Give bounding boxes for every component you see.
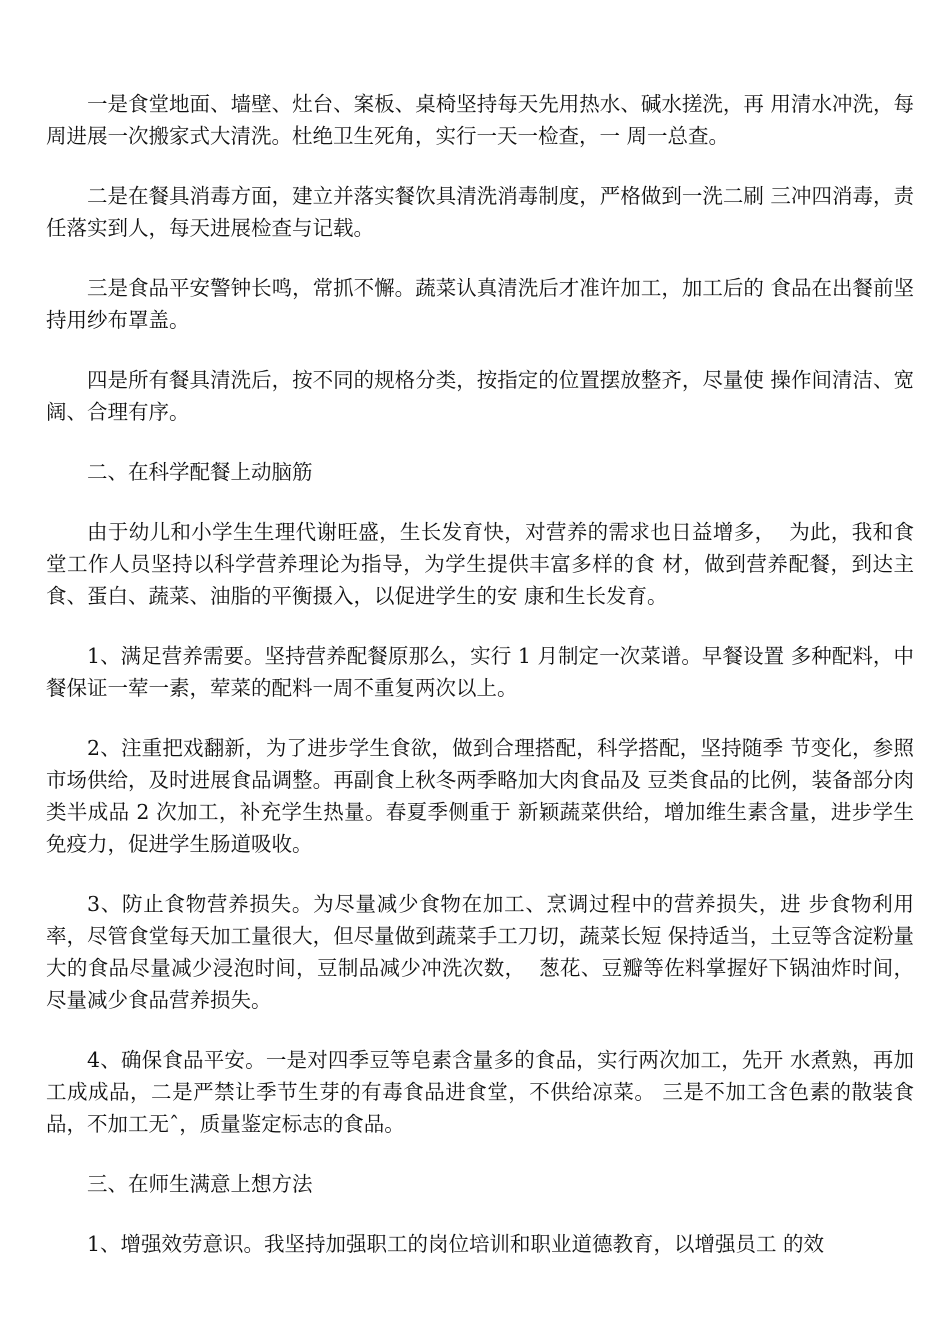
paragraph-tableware-storage: 四是所有餐具清洗后，按不同的规格分类，按指定的位置摆放整齐，尽量使 操作间清洁、宽阔、合理有序。 bbox=[46, 368, 914, 424]
paragraph-tableware-disinfection: 二是在餐具消毒方面，建立并落实餐饮具清洗消毒制度，严格做到一洗二刷 三冲四消毒，责任落实到人，每天进展检查与记载。 bbox=[46, 184, 914, 240]
paragraph-food-safety: 三是食品平安警钟长鸣，常抓不懈。蔬菜认真清洗后才准许加工，加工后的 食品在出餐前坚持用纱布罩盖。 bbox=[46, 276, 914, 332]
paragraph-nutrition-intro: 由于幼儿和小学生生理代谢旺盛，生长发育快，对营养的需求也日益增多， 为此，我和食堂工作人员坚持以科学营养理论为指导，为学生提供丰富多样的食 材，做到营养配餐，到达主食、蛋白、蔬菜、油脂的平衡摄入，以促进学生的安 康和生长发育。 bbox=[46, 520, 914, 608]
paragraph-menu-variety: 2、注重把戏翻新，为了进步学生食欲，做到合理搭配，科学搭配，坚持随季 节变化，参照市场供给，及时进展食品调整。再副食上秋冬两季略加大肉食品及 豆类食品的比例，装备部分肉类半成品 2 次加工，补充学生热量。春夏季侧重于 新颖蔬菜供给，增加维生素含量，进步学生免疫力，促进学生肠道吸收。 bbox=[46, 736, 914, 856]
paragraph-service-awareness: 1、增强效劳意识。我坚持加强职工的岗位培训和职业道德教育，以增强员工 的效 bbox=[87, 1232, 825, 1256]
paragraph-canteen-cleaning: 一是食堂地面、墙壁、灶台、案板、桌椅坚持每天先用热水、碱水搓洗，再 用清水冲洗，每周进展一次搬家式大清洗。杜绝卫生死角，实行一天一检查，一 周一总查。 bbox=[46, 92, 914, 148]
paragraph-nutrient-loss: 3、防止食物营养损失。为尽量减少食物在加工、烹调过程中的营养损失，进 步食物利用率，尽管食堂每天加工量很大，但尽量做到蔬菜手工刀切，蔬菜长短 保持适当，土豆等含淀粉量大的食品尽量减少浸泡时间，豆制品减少冲洗次数， 葱花、豆瓣等佐料掌握好下锅油炸时间，尽量减少食品营养损失。 bbox=[46, 892, 914, 1012]
paragraph-food-safety-measures: 4、确保食品平安。一是对四季豆等皂素含量多的食品，实行两次加工，先开 水煮熟，再加工成成品，二是严禁让季节生芽的有毒食品进食堂，不供给凉菜。 三是不加工含色素的散装食品，不加工无ˆ，质量鉴定标志的食品。 bbox=[46, 1048, 914, 1136]
document-page bbox=[46, 88, 914, 1288]
section-heading-scientific-meals: 二、在科学配餐上动脑筋 bbox=[87, 460, 313, 484]
section-heading-satisfaction: 三、在师生满意上想方法 bbox=[87, 1172, 313, 1196]
paragraph-nutrition-needs: 1、满足营养需要。坚持营养配餐原那么，实行 1 月制定一次菜谱。早餐设置 多种配料，中餐保证一荤一素，荤菜的配料一周不重复两次以上。 bbox=[46, 644, 914, 700]
